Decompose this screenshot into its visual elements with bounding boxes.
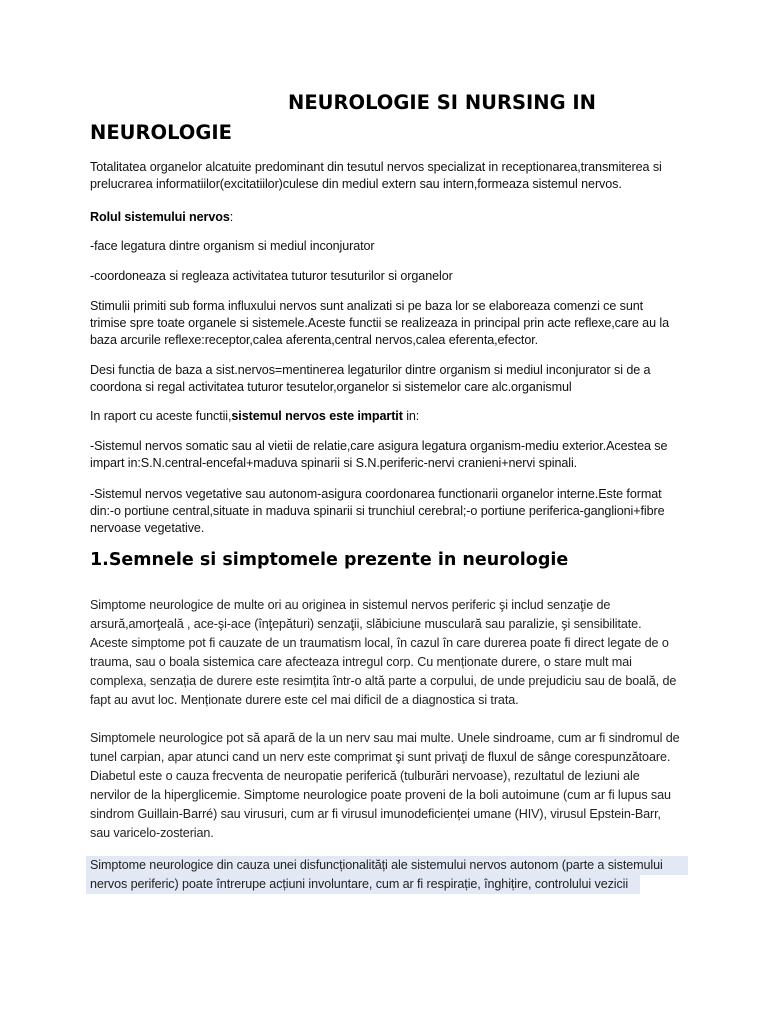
division-prefix: In raport cu aceste functii,	[90, 409, 232, 423]
role-heading-paragraph	[90, 209, 680, 226]
highlighted-paragraph	[86, 856, 686, 894]
role-heading-colon: :	[229, 210, 234, 224]
section-1-paragraph-2: Simptomele neurologice pot să apară de la un nerv sau mai multe. Unele sindroame, cum ar fi sindromul de tunel carpian, apar atunci cand un nerv este comprimat şi sunt privaţi de fluxul de sânge corespunzătoare. Diabetul este o cauza frecventa de neuropatie periferică (tulburări nervoase), rezultatul de leziuni ale nervilor de la hiperglicemie. Simptome neurologice poate proveni de la boli autoimune (cum ar fi lupus sau sindrom Guillain-Barré) sau virusuri, cum ar fi virusul imunodeficienței umane (HIV), virusul Epstein-Barr, sau varicelo-zosterian.	[90, 731, 680, 840]
role-item-2: -coordoneaza si regleaza activitatea tuturor tesuturilor si organelor	[90, 269, 453, 283]
title-line-2: NEUROLOGIE	[90, 121, 232, 144]
section-1-heading: 1.Semnele si simptomele prezente in neurologie	[90, 550, 569, 570]
role-heading: Rolul sistemului nervos	[90, 210, 230, 224]
highlighted-line-2: nervos periferic) poate întrerupe acțiuni involuntare, cum ar fi respirație, înghițire, controlului vezicii	[86, 875, 640, 894]
stimuli-paragraph: Stimulii primiti sub forma influxului nervos sunt analizati si pe baza lor se elaboreaza comenzi ce sunt trimise spre toate organele si sistemele.Aceste functii se realizeaza in principal prin acte reflexe,care au la baza arcurile reflexe:receptor,calea aferenta,central nervos,calea eferenta,efector.	[90, 299, 669, 347]
division-suffix: in:	[402, 409, 420, 423]
document-title	[90, 88, 678, 148]
division-paragraph	[90, 408, 680, 425]
section-1-paragraph-1: Simptome neurologice de multe ori au originea in sistemul nervos periferic şi includ senzaţie de arsură,amorţeală , ace-şi-ace (înţepături) senzaţii, slăbiciune musculară sau paralizie, şi sensibilitate. Aceste simptome pot fi cauzate de un traumatism local, în cazul în care durerea poate fi direct legate de o trauma, sau o boala sistemica care afecteaza intregul corp. Cu menționate durere, o stare mult mai complexa, senzația de durere este resimțita într-o altă parte a corpului, de unde prejudiciu sau de boală, de fapt au avut loc. Menționate durere este cel mai dificil de a diagnostica si trata.	[90, 598, 677, 707]
somatic-paragraph: -Sistemul nervos somatic sau al vietii de relatie,care asigura legatura organism-mediu exterior.Acestea se impart in:S.N.central-encefal+maduva spinarii si S.N.periferic-nervi cranieni+nervi spinali.	[90, 439, 668, 470]
desi-paragraph: Desi functia de baza a sist.nervos=mentinerea legaturilor dintre organism si mediul inconjurator si de a coordona si regal activitatea tuturor tesutelor,organelor si sistemelor care alc.organismul	[90, 363, 651, 394]
division-bold: sistemul nervos este impartit	[231, 409, 403, 423]
role-item-1: -face legatura dintre organism si mediul inconjurator	[90, 239, 375, 253]
intro-paragraph: Totalitatea organelor alcatuite predominant din tesutul nervos specializat in receptionarea,transmiterea si prelucrarea informatiilor(excitatiilor)culese din mediul extern sau intern,formeaza sistemul nervos.	[90, 160, 662, 191]
title-line-1: NEUROLOGIE SI NURSING IN	[288, 91, 596, 114]
highlighted-line-1: Simptome neurologice din cauza unei disfuncționalități ale sistemului nervos autonom (parte a sistemului	[86, 856, 688, 875]
vegetative-paragraph: -Sistemul nervos vegetative sau autonom-asigura coordonarea functionarii organelor interne.Este format din:-o portiune central,situate in maduva spinarii si trunchiul cerebral;-o portiune periferica-ganglioni+fibre nervoase vegetative.	[90, 487, 665, 535]
